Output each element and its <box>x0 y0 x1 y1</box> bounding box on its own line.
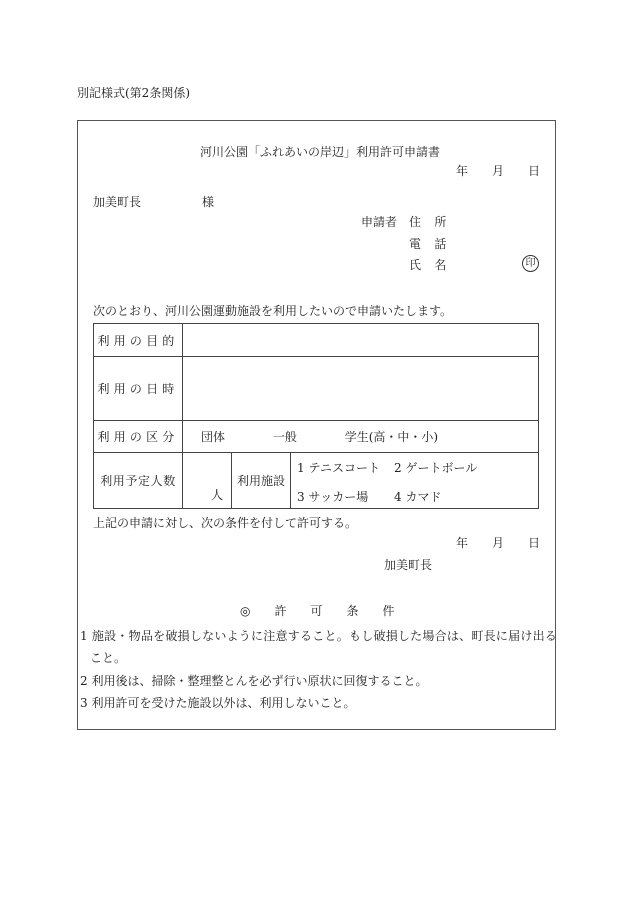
facility-options <box>291 453 539 509</box>
approval-text: 上記の申請に対し、次の条件を付して許可する。 <box>93 516 358 530</box>
facility-option-kamado[interactable]: 4 カマド <box>394 490 442 504</box>
applicant-label: 申請者 <box>361 215 398 229</box>
datetime-field[interactable] <box>183 357 539 421</box>
condition-item-1: 1 施設・物品を破損しないように注意すること。もし破損した場合は、町長に届け出る <box>80 629 558 643</box>
condition-item-2: 2 利用後は、掃除・整理整とんを必ず行い原状に回復すること。 <box>80 674 428 688</box>
approval-signer: 加美町長 <box>384 558 433 572</box>
date-year: 年 <box>456 164 469 178</box>
conditions-title: ◎ 許 可 条 件 <box>240 604 395 618</box>
form-title: 河川公園「ふれあいの岸辺」利用許可申請書 <box>200 145 441 159</box>
datetime-label: 利用の日時 <box>94 357 183 421</box>
applicant-address-label: 住 所 <box>409 215 452 229</box>
approval-date-year: 年 <box>456 536 469 550</box>
date-month: 月 <box>492 164 505 178</box>
recipient-honorific: 様 <box>202 195 215 209</box>
purpose-field[interactable] <box>183 324 539 357</box>
approval-date-day: 日 <box>528 536 541 550</box>
facility-label: 利用施設 <box>232 453 291 509</box>
category-option-group[interactable]: 団体 <box>201 430 226 444</box>
purpose-label: 利用の目的 <box>94 324 183 357</box>
category-option-general[interactable]: 一般 <box>272 430 297 444</box>
facility-option-soccer[interactable]: 3 サッカー場 <box>297 490 369 504</box>
seal-mark <box>522 255 539 272</box>
header-note: 別記様式(第2条関係) <box>77 86 190 100</box>
date-day: 日 <box>528 164 541 178</box>
facility-option-gateball[interactable]: 2 ゲートボール <box>394 461 478 475</box>
seal-icon: 印 <box>522 255 539 272</box>
category-field <box>183 421 539 453</box>
category-option-student[interactable]: 学生(高・中・小) <box>344 430 439 444</box>
people-label: 利用予定人数 <box>94 453 183 509</box>
category-label: 利用の区分 <box>94 421 183 453</box>
applicant-phone-label: 電 話 <box>409 237 452 251</box>
application-table <box>93 323 539 509</box>
recipient-name: 加美町長 <box>93 195 142 209</box>
approval-date-month: 月 <box>492 536 505 550</box>
facility-option-tennis[interactable]: 1 テニスコート <box>297 461 380 475</box>
people-unit: 人 <box>210 488 223 502</box>
intro-text: 次のとおり、河川公園運動施設を利用したいので申請いたします。 <box>93 304 453 318</box>
people-field[interactable] <box>183 453 232 509</box>
condition-item-1-cont: こと。 <box>90 651 127 665</box>
condition-item-3: 3 利用許可を受けた施設以外は、利用しないこと。 <box>80 696 356 710</box>
applicant-name-label: 氏 名 <box>409 258 452 272</box>
